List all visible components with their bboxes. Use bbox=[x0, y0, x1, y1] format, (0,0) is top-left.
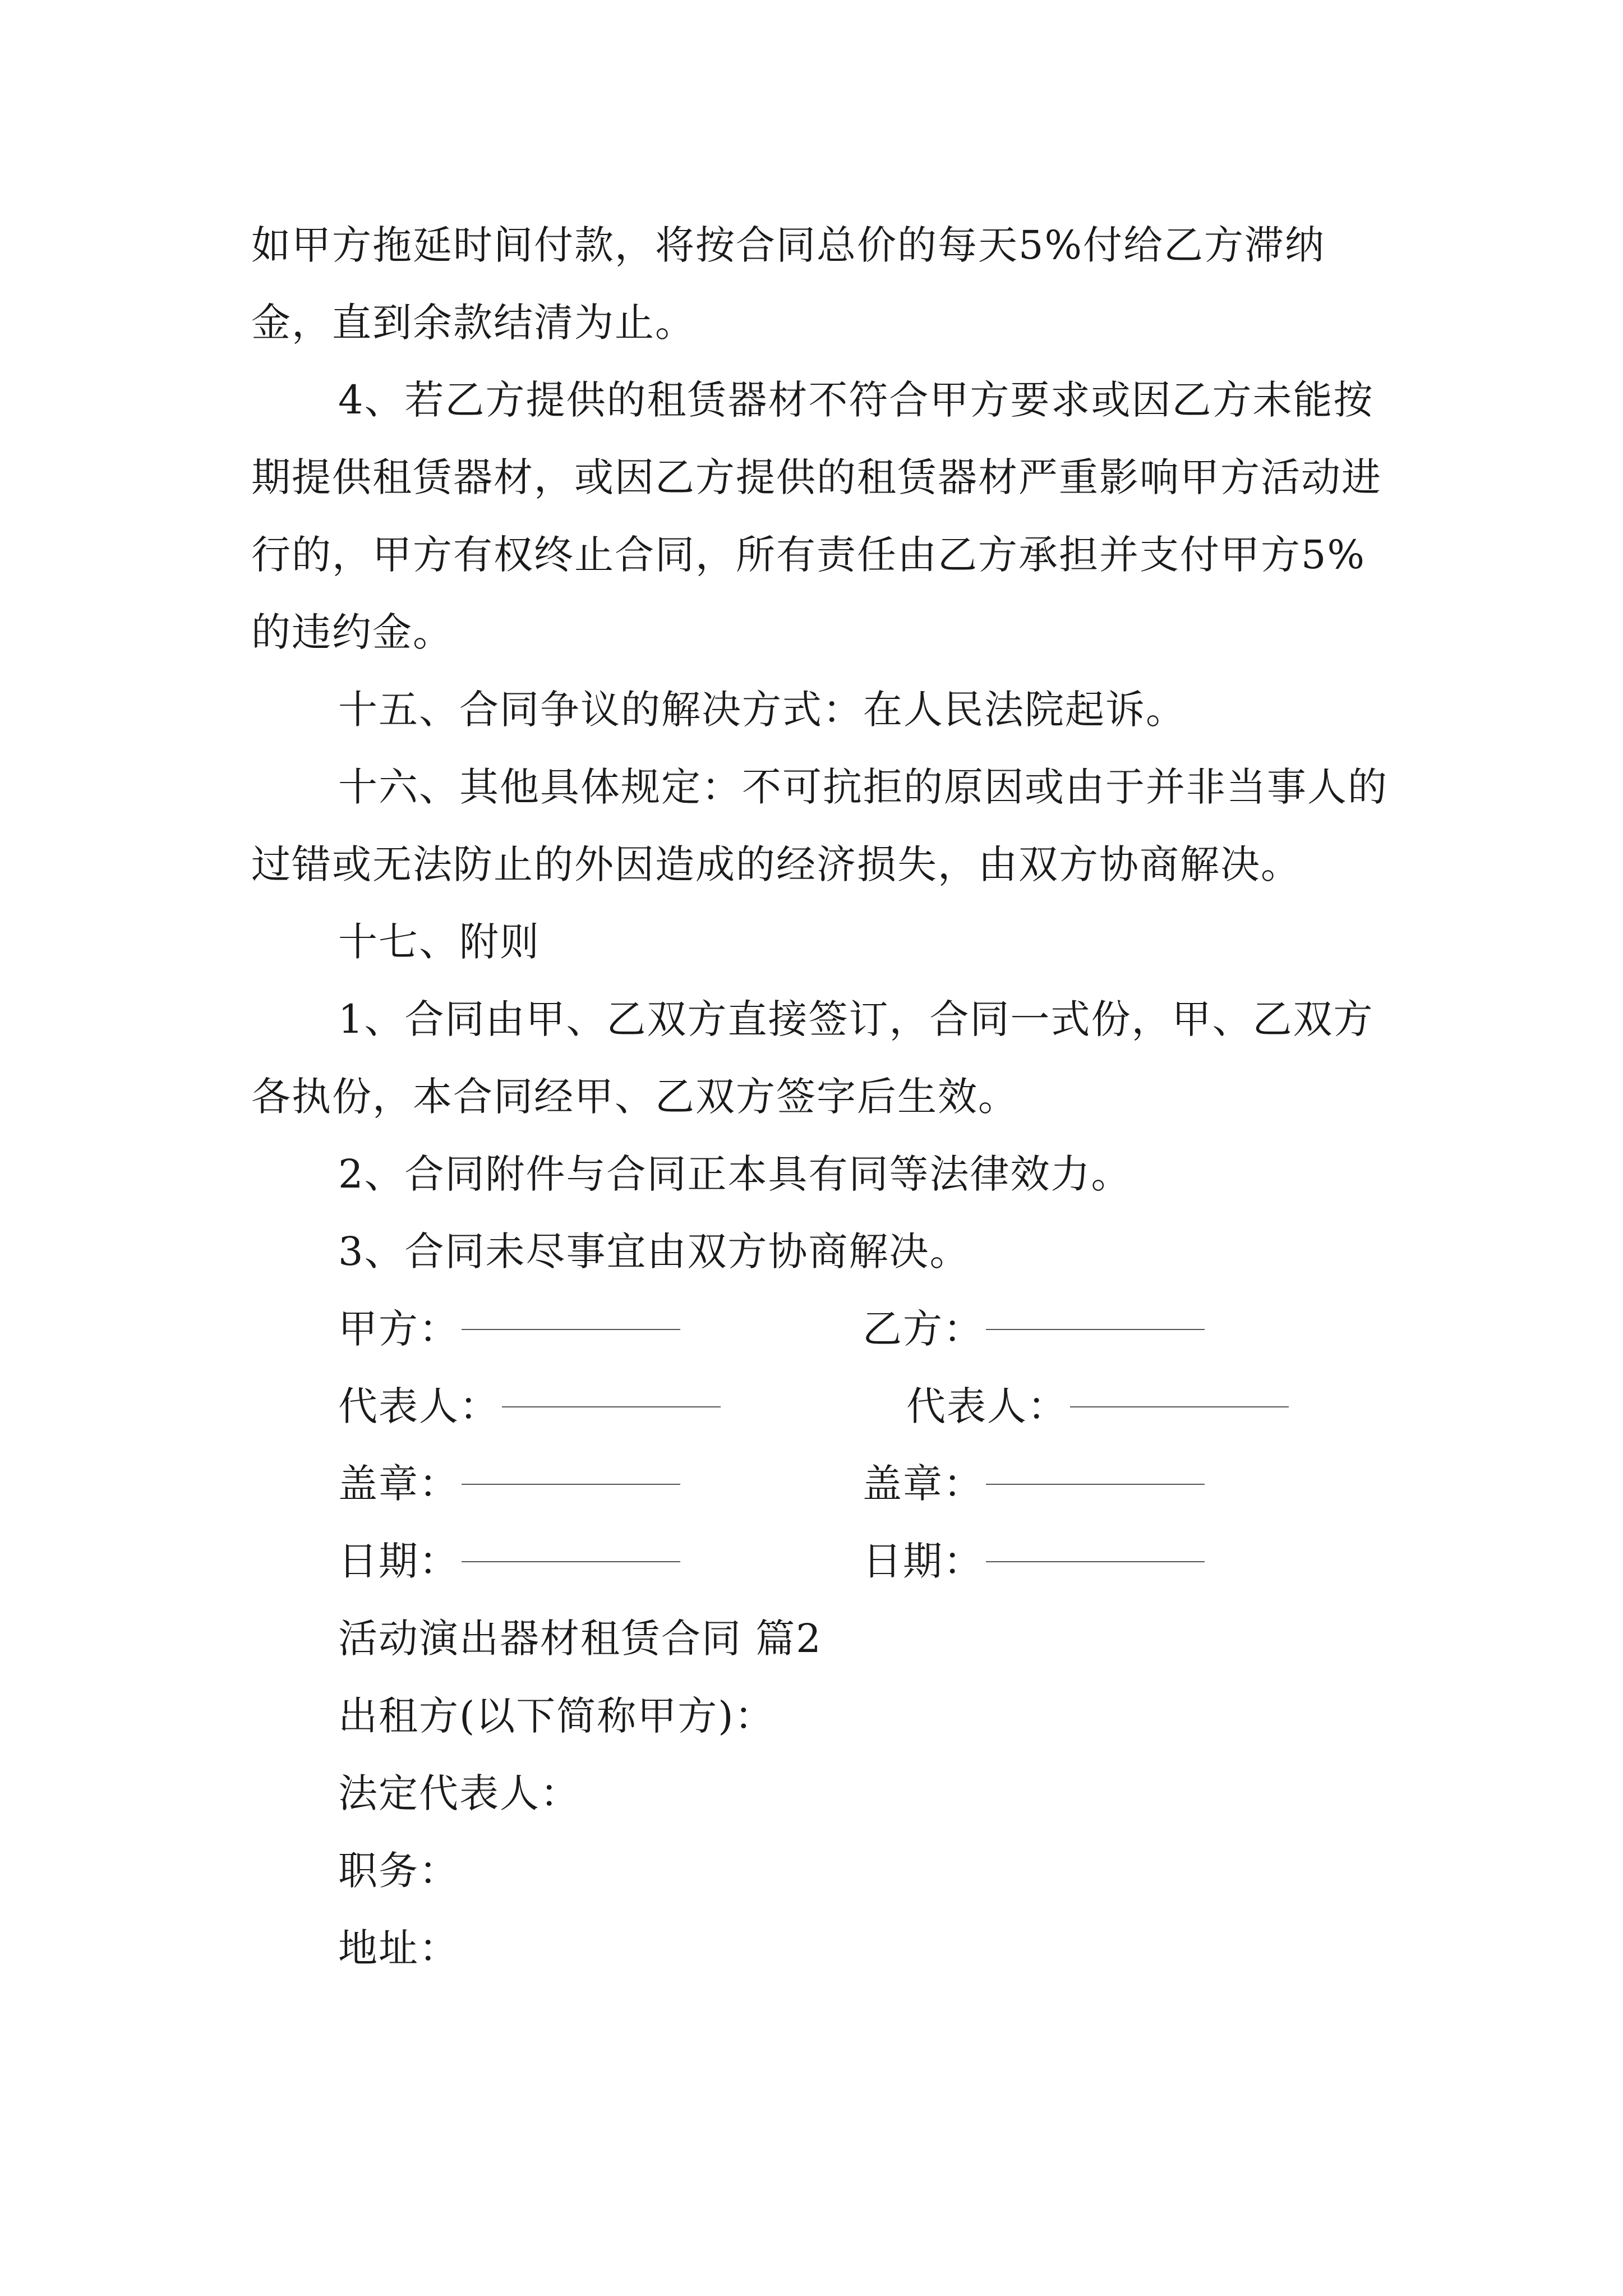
signature-date-b-label: 日期： bbox=[863, 1538, 984, 1584]
paragraph-clause-15: 十五、合同争议的解决方式：在人民法院起诉。 bbox=[338, 687, 1186, 733]
section-2-heading: 活动演出器材租赁合同 篇2 bbox=[338, 1616, 822, 1662]
signature-row-date bbox=[251, 1522, 1390, 1600]
signature-party-b-label: 乙方： bbox=[863, 1306, 984, 1352]
signature-rep-a bbox=[338, 1368, 721, 1445]
signature-rep-b bbox=[906, 1368, 1289, 1445]
lessor-line: 出租方(以下简称甲方)： bbox=[338, 1693, 775, 1739]
paragraph-clause-16: 十六、其他具体规定：不可抗拒的原因或由于并非当事人的过错或无法防止的外因造成的经济损失，由双方协商解决。 bbox=[251, 764, 1388, 887]
document-body bbox=[251, 206, 1390, 1987]
signature-seal-a bbox=[338, 1445, 680, 1522]
signature-party-a-label: 甲方： bbox=[338, 1306, 459, 1352]
paragraph-annex-1: 1、合同由甲、乙双方直接签订，合同一式份，甲、乙双方各执份，本合同经甲、乙双方签字后生效。 bbox=[251, 996, 1374, 1120]
legal-representative-line: 法定代表人： bbox=[338, 1770, 580, 1816]
signature-party-a-blank bbox=[462, 1328, 680, 1330]
signature-block bbox=[251, 1290, 1390, 1600]
signature-row-party bbox=[251, 1290, 1390, 1368]
signature-date-b bbox=[863, 1522, 1205, 1600]
signature-row-seal bbox=[251, 1445, 1390, 1522]
signature-date-a-label: 日期： bbox=[338, 1538, 459, 1584]
signature-party-a bbox=[338, 1290, 680, 1368]
signature-party-b bbox=[863, 1290, 1205, 1368]
signature-party-b-blank bbox=[986, 1328, 1205, 1330]
signature-rep-b-blank bbox=[1070, 1405, 1289, 1407]
signature-rep-b-label: 代表人： bbox=[906, 1383, 1068, 1429]
signature-seal-a-blank bbox=[462, 1483, 680, 1485]
address-line: 地址： bbox=[338, 1925, 459, 1971]
signature-seal-b bbox=[863, 1445, 1205, 1522]
signature-seal-b-label: 盖章： bbox=[863, 1461, 984, 1507]
signature-row-representative bbox=[251, 1368, 1390, 1445]
signature-date-b-blank bbox=[986, 1560, 1205, 1562]
position-line: 职务： bbox=[338, 1848, 459, 1894]
paragraph-annex-3: 3、合同未尽事宜由双方协商解决。 bbox=[338, 1228, 970, 1274]
signature-rep-a-label: 代表人： bbox=[338, 1383, 500, 1429]
signature-seal-b-blank bbox=[986, 1483, 1205, 1485]
signature-date-a bbox=[338, 1522, 680, 1600]
signature-date-a-blank bbox=[462, 1560, 680, 1562]
signature-seal-a-label: 盖章： bbox=[338, 1461, 459, 1507]
paragraph-clause-4: 4、若乙方提供的租赁器材不符合甲方要求或因乙方未能按期提供租赁器材，或因乙方提供的租赁器材严重影响甲方活动进行的，甲方有权终止合同，所有责任由乙方承担并支付甲方5%的违约金。 bbox=[251, 377, 1382, 655]
paragraph-late-payment: 如甲方拖延时间付款，将按合同总价的每天5%付给乙方滞纳金，直到余款结清为止。 bbox=[251, 222, 1326, 346]
paragraph-clause-17-heading: 十七、附则 bbox=[338, 919, 540, 965]
signature-rep-a-blank bbox=[502, 1405, 721, 1407]
paragraph-annex-2: 2、合同附件与合同正本具有同等法律效力。 bbox=[338, 1151, 1132, 1197]
